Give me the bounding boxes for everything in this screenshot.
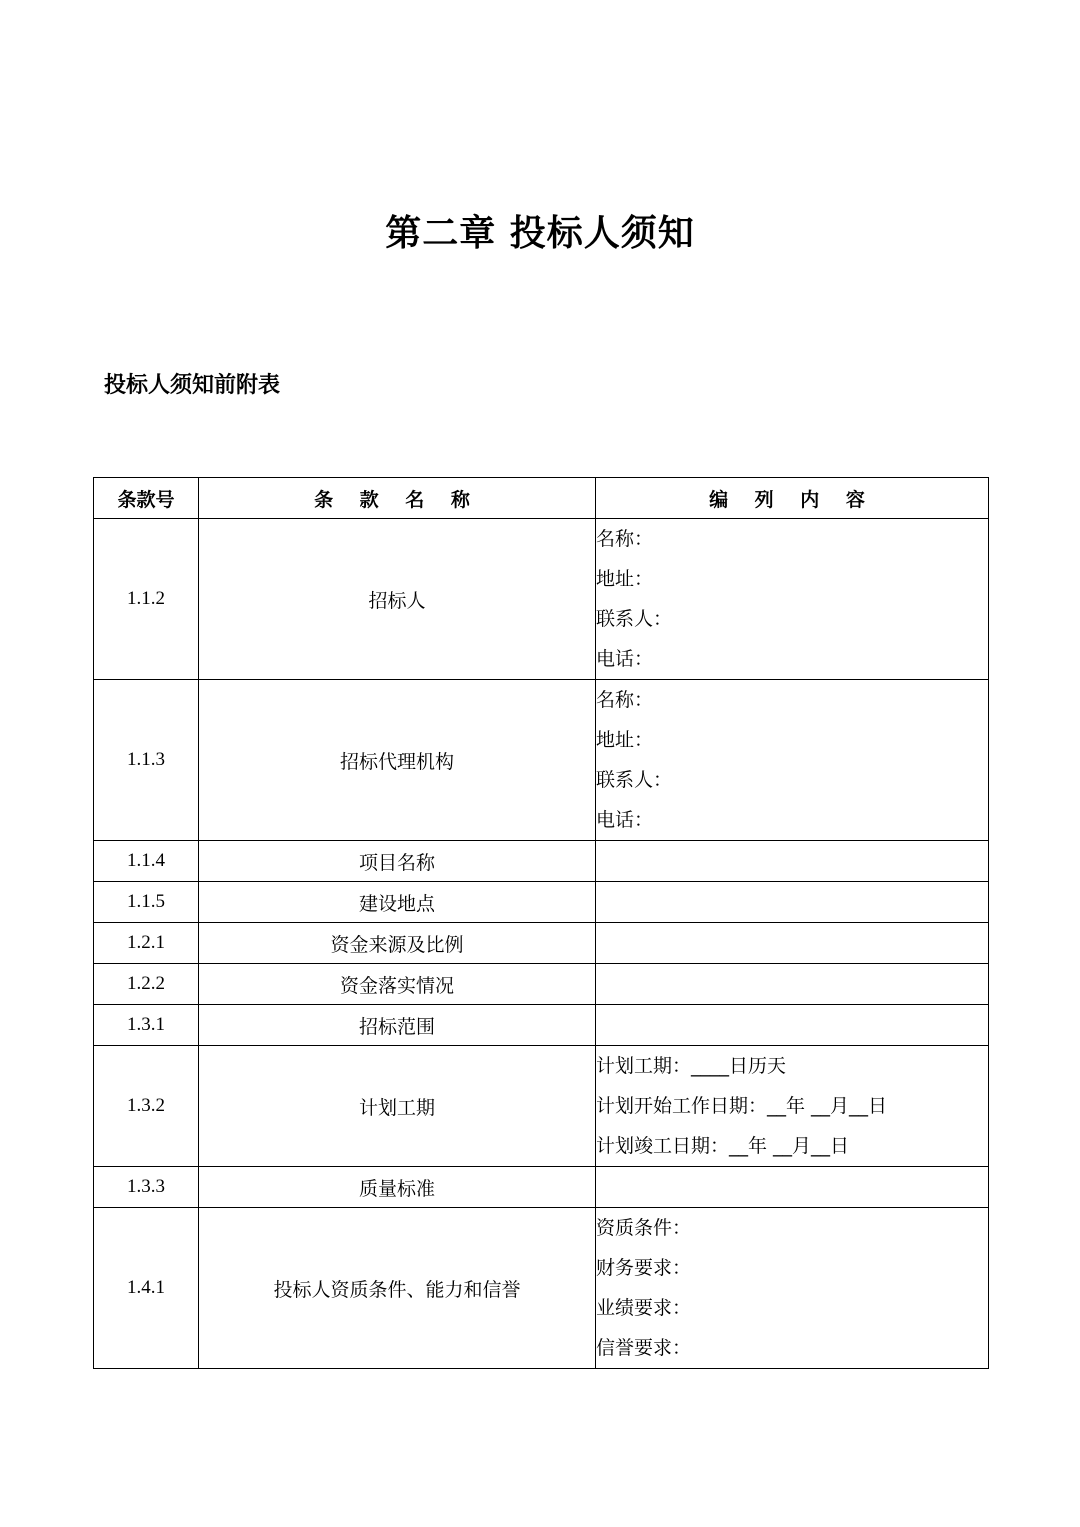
table-row (94, 680, 989, 841)
clause-no: 1.1.3 (94, 680, 199, 841)
clause-name: 资金落实情况 (199, 964, 596, 1005)
clause-content (596, 882, 989, 923)
clause-no: 1.2.1 (94, 923, 199, 964)
content-line: 信誉要求： (596, 1337, 692, 1359)
content-line: 名称： (596, 689, 654, 711)
table-row (94, 1046, 989, 1167)
header-content: 编 列 内 容 (596, 478, 989, 519)
clause-no: 1.1.2 (94, 519, 199, 680)
content-line: 计划工期：____日历天 (596, 1055, 787, 1077)
header-clause-name: 条 款 名 称 (199, 478, 596, 519)
clause-content (596, 964, 989, 1005)
content-line: 计划竣工日期：__年 __月__日 (596, 1135, 850, 1157)
clause-content (596, 1005, 989, 1046)
clause-no: 1.4.1 (94, 1208, 199, 1369)
table-row (94, 519, 989, 680)
table-row (94, 923, 989, 964)
clause-name: 资金来源及比例 (199, 923, 596, 964)
table-row (94, 964, 989, 1005)
content-line: 电话： (596, 809, 654, 831)
content-line: 财务要求： (596, 1257, 692, 1279)
clause-no: 1.3.1 (94, 1005, 199, 1046)
header-clause-no: 条款号 (94, 478, 199, 519)
clause-no: 1.3.3 (94, 1167, 199, 1208)
clause-no: 1.2.2 (94, 964, 199, 1005)
table-row (94, 1167, 989, 1208)
clause-name: 招标范围 (199, 1005, 596, 1046)
clause-content (596, 519, 989, 680)
table-row (94, 1208, 989, 1369)
clause-name: 招标人 (199, 519, 596, 680)
content-line: 地址： (596, 568, 654, 590)
clause-content (596, 1167, 989, 1208)
clause-content (596, 841, 989, 882)
clause-name: 计划工期 (199, 1046, 596, 1167)
clause-name: 招标代理机构 (199, 680, 596, 841)
content-line: 名称： (596, 528, 654, 550)
section-subtitle: 投标人须知前附表 (104, 373, 281, 398)
clause-content (596, 680, 989, 841)
page-title: 第二章 投标人须知 (385, 213, 695, 254)
clause-content (596, 1046, 989, 1167)
content-line: 地址： (596, 729, 654, 751)
clause-content (596, 1208, 989, 1369)
clause-content (596, 923, 989, 964)
table-row (94, 841, 989, 882)
clause-no: 1.1.5 (94, 882, 199, 923)
clause-name: 投标人资质条件、能力和信誉 (199, 1208, 596, 1369)
content-line: 联系人： (596, 769, 673, 791)
clause-name: 建设地点 (199, 882, 596, 923)
clause-no: 1.1.4 (94, 841, 199, 882)
table-header-row (94, 478, 989, 519)
table-row (94, 882, 989, 923)
clause-no: 1.3.2 (94, 1046, 199, 1167)
clause-name: 质量标准 (199, 1167, 596, 1208)
clause-name: 项目名称 (199, 841, 596, 882)
content-line: 业绩要求： (596, 1297, 692, 1319)
content-line: 联系人： (596, 608, 673, 630)
content-line: 电话： (596, 648, 654, 670)
annex-table (93, 477, 989, 1369)
content-line: 资质条件： (596, 1217, 692, 1239)
content-line: 计划开始工作日期：__年 __月__日 (596, 1095, 888, 1117)
table-row (94, 1005, 989, 1046)
